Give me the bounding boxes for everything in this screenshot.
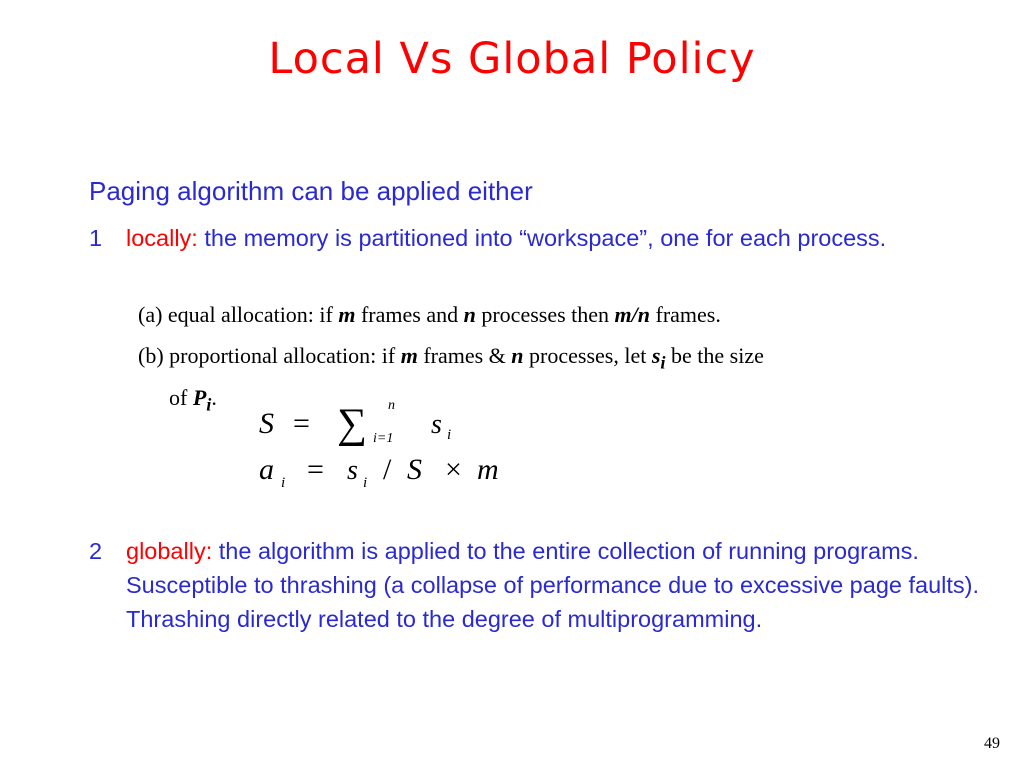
formula-sum-upper: n [388,398,395,413]
var-n: n [511,343,524,368]
var-m: m [400,343,418,368]
formula-equals-2: = [307,453,324,486]
intro-text: Paging algorithm can be applied either [89,176,533,206]
formula-term-sub-i: i [447,427,452,443]
slide-title: Local Vs Global Policy [268,34,756,84]
list-item-number: 1 [89,225,103,251]
text-fragment: (a) equal allocation: if [138,302,339,327]
formula-equals: = [293,407,310,440]
equal-allocation-line [138,297,978,332]
text-fragment: of [169,385,193,411]
formula-S: S [259,407,274,440]
locally-description: the memory is partitioned into “workspace”, one for each process. [197,225,887,251]
list-item-locally [89,221,989,255]
var-subscript-i: i [206,394,212,415]
page-number: 49 [984,735,1000,752]
formula-sum-symbol: ∑ [337,401,367,447]
keyword-locally: locally: [126,225,198,251]
globally-paragraph [126,534,989,602]
formula-S-2: S [407,453,422,486]
list-item-body [126,534,989,636]
var-subscript-i: i [660,352,666,373]
keyword-globally: globally: [126,538,213,564]
list-item-body [126,221,989,255]
formula-a: a [259,453,274,486]
var-P: P [192,385,207,411]
formula-a-sub-i: i [281,475,286,491]
formula-times: × [445,453,462,486]
text-fragment: be the size [665,343,764,368]
text-fragment: processes, let [523,343,652,368]
thrashing-line: Thrashing directly related to the degree of multiprogramming. [126,606,763,632]
text-fragment: . [211,385,217,411]
formula-sum-lower: i=1 [373,431,394,446]
text-fragment: processes then [475,302,615,327]
text-fragment: (b) proportional allocation: if [138,343,401,368]
formula-m: m [477,453,499,486]
text-fragment: frames and [355,302,464,327]
text-fragment: frames. [650,302,721,327]
var-m-over-n: m/n [614,302,651,327]
globally-description: the algorithm is applied to the entire collection of running programs. Susceptible to thrashing (a collapse of performance due to excessive page faults). [126,538,980,598]
list-item-number: 2 [89,538,103,564]
var-s: s [651,343,661,368]
var-n: n [463,302,476,327]
formula-term-s: s [431,409,442,440]
proportional-line-1 [138,338,978,380]
var-m: m [338,302,356,327]
list-item-globally [89,534,989,636]
formula-divide: / [383,453,392,486]
formula-s-sub-i: i [363,475,368,491]
formula-s: s [347,455,358,486]
text-fragment: frames & [417,343,512,368]
allocation-formula [255,395,555,495]
